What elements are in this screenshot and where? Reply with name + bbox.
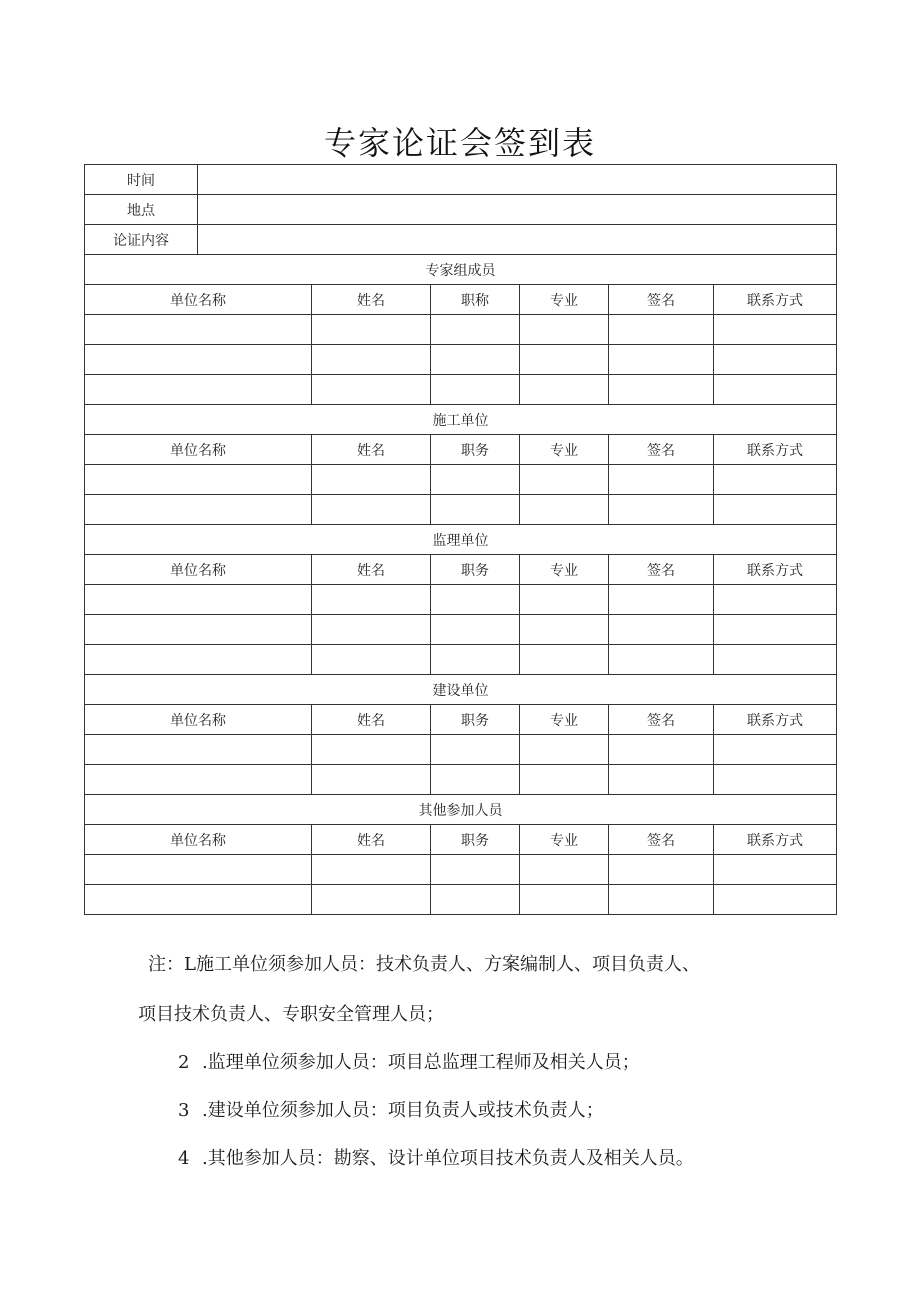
column-header: 职称 (431, 285, 520, 315)
blank-entry-cell[interactable] (85, 765, 312, 795)
table-row (85, 375, 837, 405)
note-line-1-continued: 项目技术负责人、专职安全管理人员； (138, 1004, 444, 1025)
column-header: 单位名称 (85, 705, 312, 735)
info-row (85, 195, 837, 225)
section-heading-row (85, 675, 837, 705)
blank-entry-cell[interactable] (714, 495, 837, 525)
blank-entry-cell[interactable] (714, 855, 837, 885)
sign-in-table (84, 164, 837, 915)
note-item-text: .其他参加人员：勘察、设计单位项目技术负责人及相关人员。 (202, 1148, 694, 1169)
info-value-field[interactable] (198, 165, 837, 195)
section-heading-row (85, 525, 837, 555)
blank-entry-cell[interactable] (312, 495, 431, 525)
note-item-number: 4 (178, 1148, 190, 1169)
table-row (85, 765, 837, 795)
column-header-row (85, 825, 837, 855)
blank-entry-cell[interactable] (609, 375, 714, 405)
blank-entry-cell[interactable] (609, 585, 714, 615)
section-heading: 建设单位 (85, 675, 837, 705)
blank-entry-cell[interactable] (609, 465, 714, 495)
column-header: 姓名 (312, 705, 431, 735)
column-header: 联系方式 (714, 705, 837, 735)
note-item-4 (178, 1144, 694, 1170)
info-row (85, 165, 837, 195)
blank-entry-cell[interactable] (85, 495, 312, 525)
blank-entry-cell[interactable] (609, 855, 714, 885)
blank-entry-cell[interactable] (609, 495, 714, 525)
note-item-3 (178, 1096, 604, 1122)
info-label: 论证内容 (85, 225, 198, 255)
column-header: 职务 (431, 705, 520, 735)
blank-entry-cell[interactable] (85, 375, 312, 405)
note-line-1: 注：L施工单位须参加人员：技术负责人、方案编制人、项目负责人、 (148, 954, 700, 975)
table-row (85, 345, 837, 375)
column-header: 单位名称 (85, 555, 312, 585)
blank-entry-cell[interactable] (85, 735, 312, 765)
column-header: 姓名 (312, 285, 431, 315)
blank-entry-cell[interactable] (520, 615, 609, 645)
column-header: 专业 (520, 705, 609, 735)
blank-entry-cell[interactable] (85, 645, 312, 675)
section-heading: 其他参加人员 (85, 795, 837, 825)
info-value-field[interactable] (198, 195, 837, 225)
blank-entry-cell[interactable] (714, 735, 837, 765)
blank-entry-cell[interactable] (312, 345, 431, 375)
blank-entry-cell[interactable] (312, 315, 431, 345)
blank-entry-cell[interactable] (431, 885, 520, 915)
column-header: 签名 (609, 435, 714, 465)
column-header: 联系方式 (714, 555, 837, 585)
column-header: 专业 (520, 285, 609, 315)
blank-entry-cell[interactable] (312, 645, 431, 675)
section-heading: 监理单位 (85, 525, 837, 555)
column-header: 联系方式 (714, 435, 837, 465)
blank-entry-cell[interactable] (714, 585, 837, 615)
column-header: 单位名称 (85, 435, 312, 465)
blank-entry-cell[interactable] (312, 885, 431, 915)
column-header: 签名 (609, 285, 714, 315)
blank-entry-cell[interactable] (520, 465, 609, 495)
column-header-row (85, 285, 837, 315)
table-row (85, 645, 837, 675)
table-row (85, 315, 837, 345)
blank-entry-cell[interactable] (714, 645, 837, 675)
note-item-text: .监理单位须参加人员：项目总监理工程师及相关人员； (202, 1052, 640, 1073)
blank-entry-cell[interactable] (85, 885, 312, 915)
column-header: 职务 (431, 555, 520, 585)
note-item-number: 3 (178, 1100, 190, 1121)
table-row (85, 855, 837, 885)
column-header: 专业 (520, 555, 609, 585)
column-header: 签名 (609, 555, 714, 585)
column-header: 专业 (520, 435, 609, 465)
blank-entry-cell[interactable] (714, 615, 837, 645)
blank-entry-cell[interactable] (85, 855, 312, 885)
blank-entry-cell[interactable] (520, 735, 609, 765)
info-value-field[interactable] (198, 225, 837, 255)
blank-entry-cell[interactable] (431, 495, 520, 525)
blank-entry-cell[interactable] (85, 615, 312, 645)
blank-entry-cell[interactable] (520, 495, 609, 525)
blank-entry-cell[interactable] (714, 345, 837, 375)
info-label: 时间 (85, 165, 198, 195)
blank-entry-cell[interactable] (609, 645, 714, 675)
blank-entry-cell[interactable] (714, 375, 837, 405)
section-heading: 专家组成员 (85, 255, 837, 285)
table-row (85, 495, 837, 525)
info-row (85, 225, 837, 255)
column-header: 姓名 (312, 825, 431, 855)
section-heading-row (85, 255, 837, 285)
blank-entry-cell[interactable] (431, 645, 520, 675)
blank-entry-cell[interactable] (609, 735, 714, 765)
blank-entry-cell[interactable] (520, 765, 609, 795)
column-header: 专业 (520, 825, 609, 855)
blank-entry-cell[interactable] (312, 585, 431, 615)
blank-entry-cell[interactable] (431, 465, 520, 495)
blank-entry-cell[interactable] (431, 615, 520, 645)
blank-entry-cell[interactable] (85, 345, 312, 375)
blank-entry-cell[interactable] (431, 585, 520, 615)
blank-entry-cell[interactable] (312, 765, 431, 795)
blank-entry-cell[interactable] (312, 855, 431, 885)
blank-entry-cell[interactable] (431, 375, 520, 405)
note-item-number: 2 (178, 1052, 190, 1073)
section-heading-row (85, 405, 837, 435)
table-row (85, 585, 837, 615)
blank-entry-cell[interactable] (431, 315, 520, 345)
blank-entry-cell[interactable] (520, 885, 609, 915)
note-item-text: .建设单位须参加人员：项目负责人或技术负责人； (202, 1100, 604, 1121)
column-header: 签名 (609, 705, 714, 735)
column-header-row (85, 435, 837, 465)
table-row (85, 465, 837, 495)
blank-entry-cell[interactable] (85, 465, 312, 495)
column-header: 签名 (609, 825, 714, 855)
table-row (85, 615, 837, 645)
blank-entry-cell[interactable] (609, 615, 714, 645)
blank-entry-cell[interactable] (520, 375, 609, 405)
blank-entry-cell[interactable] (431, 345, 520, 375)
blank-entry-cell[interactable] (431, 765, 520, 795)
blank-entry-cell[interactable] (609, 885, 714, 915)
blank-entry-cell[interactable] (520, 315, 609, 345)
blank-entry-cell[interactable] (609, 315, 714, 345)
blank-entry-cell[interactable] (431, 855, 520, 885)
column-header-row (85, 705, 837, 735)
section-heading-row (85, 795, 837, 825)
column-header: 联系方式 (714, 825, 837, 855)
blank-entry-cell[interactable] (714, 765, 837, 795)
column-header: 联系方式 (714, 285, 837, 315)
note-item-2 (178, 1048, 640, 1074)
column-header: 单位名称 (85, 285, 312, 315)
blank-entry-cell[interactable] (520, 645, 609, 675)
table-row (85, 735, 837, 765)
blank-entry-cell[interactable] (609, 765, 714, 795)
column-header: 姓名 (312, 555, 431, 585)
column-header-row (85, 555, 837, 585)
column-header: 姓名 (312, 435, 431, 465)
blank-entry-cell[interactable] (714, 885, 837, 915)
blank-entry-cell[interactable] (520, 345, 609, 375)
blank-entry-cell[interactable] (714, 315, 837, 345)
table-row (85, 885, 837, 915)
blank-entry-cell[interactable] (609, 345, 714, 375)
page-title: 专家论证会签到表 (323, 124, 596, 162)
blank-entry-cell[interactable] (312, 735, 431, 765)
blank-entry-cell[interactable] (312, 465, 431, 495)
blank-entry-cell[interactable] (312, 375, 431, 405)
blank-entry-cell[interactable] (714, 465, 837, 495)
info-label: 地点 (85, 195, 198, 225)
blank-entry-cell[interactable] (520, 585, 609, 615)
column-header: 职务 (431, 435, 520, 465)
blank-entry-cell[interactable] (312, 615, 431, 645)
blank-entry-cell[interactable] (85, 315, 312, 345)
blank-entry-cell[interactable] (85, 585, 312, 615)
blank-entry-cell[interactable] (520, 855, 609, 885)
section-heading: 施工单位 (85, 405, 837, 435)
blank-entry-cell[interactable] (431, 735, 520, 765)
column-header: 单位名称 (85, 825, 312, 855)
column-header: 职务 (431, 825, 520, 855)
